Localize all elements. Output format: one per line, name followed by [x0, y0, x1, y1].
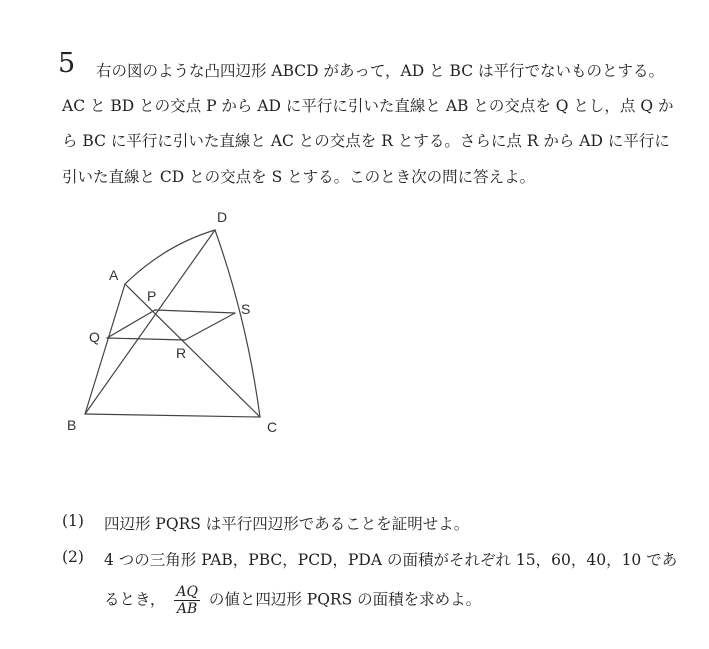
label-b: B [67, 417, 77, 433]
question-2-text: 4 つの三角形 PAB，PBC，PCD，PDA の面積がそれぞれ 15，60，40，10 であ [104, 551, 678, 569]
problem-number: 5 [58, 48, 76, 79]
fraction-numerator: AQ [176, 584, 198, 600]
side-ab [85, 284, 125, 414]
side-da [125, 230, 215, 284]
question-2-cont-before: るとき， [104, 590, 166, 609]
label-p: P [147, 288, 157, 304]
quadrilateral-figure [55, 200, 315, 445]
problem-line-1: 右の図のような凸四辺形 ABCD があって，AD と BC は平行でないものとする。 [96, 62, 664, 80]
label-a: A [109, 267, 119, 283]
question-1-number: (1) [62, 512, 84, 530]
problem-line-4: 引いた直線と CD との交点を S とする。このとき次の問に答えよ。 [62, 168, 536, 186]
segment-pq [107, 310, 155, 338]
label-s: S [241, 301, 251, 317]
label-c: C [267, 419, 278, 435]
side-cd [215, 230, 260, 417]
side-bc [85, 414, 260, 417]
label-q: Q [89, 329, 100, 345]
question-2-number: (2) [62, 548, 84, 566]
question-1-text: 四辺形 PQRS は平行四辺形であることを証明せよ。 [104, 515, 470, 533]
problem-line-3: ら BC に平行に引いた直線と AC との交点を R とする。さらに点 R から AD に平行に [62, 132, 670, 150]
segment-rs [185, 313, 235, 340]
problem-line-2: AC と BD との交点 P から AD に平行に引いた直線と AB との交点を Q とし，点 Q か [62, 97, 674, 115]
label-r: R [176, 345, 187, 361]
segment-ps [155, 310, 235, 313]
fraction-denominator: AB [176, 601, 198, 617]
fraction-aq-ab [174, 584, 200, 617]
segment-qr [107, 338, 185, 340]
label-d: D [217, 209, 228, 225]
question-2-continuation [104, 584, 481, 617]
question-2-cont-after: の値と四辺形 PQRS の面積を求めよ。 [208, 590, 482, 609]
diagonal-ac [125, 284, 260, 417]
diagonal-bd [85, 230, 215, 414]
